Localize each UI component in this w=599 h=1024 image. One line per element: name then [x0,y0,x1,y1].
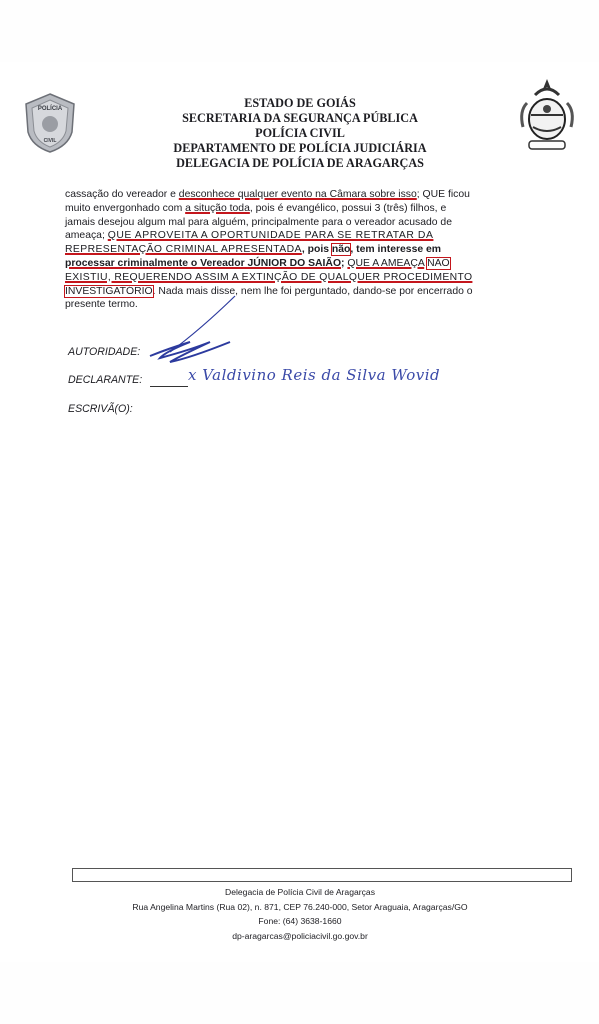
boxed-segment: não [331,244,351,256]
badge-bottom-text: CIVIL [43,138,57,144]
body-line: jamais desejou algum mal para alguém, principalmente para o vereador acusado de [65,216,452,228]
signature-line [150,386,188,387]
text-segment: ; QUE ficou [416,189,470,200]
text-segment: ameaça; [65,230,108,242]
bold-segment: , pois [301,244,332,256]
body-line [65,229,571,243]
text-segment: cassação do vereador e [65,189,179,200]
text-segment: . Nada mais disse, nem lhe foi perguntado, dando-se por encerrado o [152,285,473,297]
underlined-segment: REPRESENTAÇÃO CRIMINAL APRESENTADA [65,244,302,256]
declarante-label: DECLARANTE: [68,374,143,386]
document-footer [80,885,520,943]
footer-phone: Fone: (64) 3638-1660 [258,916,342,926]
text-segment: muito envergonhado com [65,202,186,214]
underlined-segment: QUE A AMEAÇA [347,257,425,269]
autoridade-signature-icon [110,290,240,370]
body-line [65,202,571,216]
footer-email: dp-aragarcas@policiacivil.go.gov.br [232,930,368,941]
header-police: POLÍCIA CIVIL [255,126,345,140]
autoridade-label: AUTORIDADE: [68,346,141,358]
footer-address: Rua Angelina Martins (Rua 02), n. 871, CEP 76.240-000, Setor Araguaia, Aragarças/GO [132,901,468,912]
bold-segment: ; [341,257,348,269]
boxed-segment: NÃO [427,257,450,269]
body-line [65,188,571,202]
police-badge-icon [22,92,78,154]
underlined-segment: QUE APROVEITA A OPORTUNIDADE PARA SE RETRATAR DA [107,230,434,242]
header-delegacia: DELEGACIA DE POLÍCIA DE ARAGARÇAS [176,156,424,170]
document-header [150,96,450,171]
footer-divider-box [72,868,572,882]
body-line [65,243,571,257]
text-segment: , pois é evangélico, possui 3 (três) filhos, e [249,202,447,214]
underlined-segment: a situção toda [185,202,250,214]
header-state: ESTADO DE GOIÁS [244,96,356,110]
body-line: presente termo. [65,299,138,311]
body-line [65,257,571,271]
header-department: DEPARTAMENTO DE POLÍCIA JUDICIÁRIA [173,141,427,155]
bold-segment: , tem interesse em [350,244,442,256]
underlined-bold-segment: processar criminalmente o Vereador JÚNIOR DO SAIÃO [65,257,342,269]
body-line [65,271,571,285]
boxed-segment: INVESTIGATÓRIO [65,285,153,297]
footer-office: Delegacia de Polícia Civil de Aragarças [225,887,375,897]
header-secretariat: SECRETARIA DA SEGURANÇA PÚBLICA [182,111,418,125]
escriva-label: ESCRIVÃ(O): [68,403,133,415]
declarante-signature: x Valdivino Reis da Silva Wovid [188,366,441,384]
coat-of-arms-icon [515,75,579,157]
badge-top-text: POLÍCIA [37,106,63,112]
underlined-segment: desconhece qualquer evento na Câmara sobre isso [178,189,417,200]
underlined-segment: EXISTIU, REQUERENDO ASSIM A EXTINÇÃO DE QUALQUER PROCEDIMENTO [65,271,473,283]
